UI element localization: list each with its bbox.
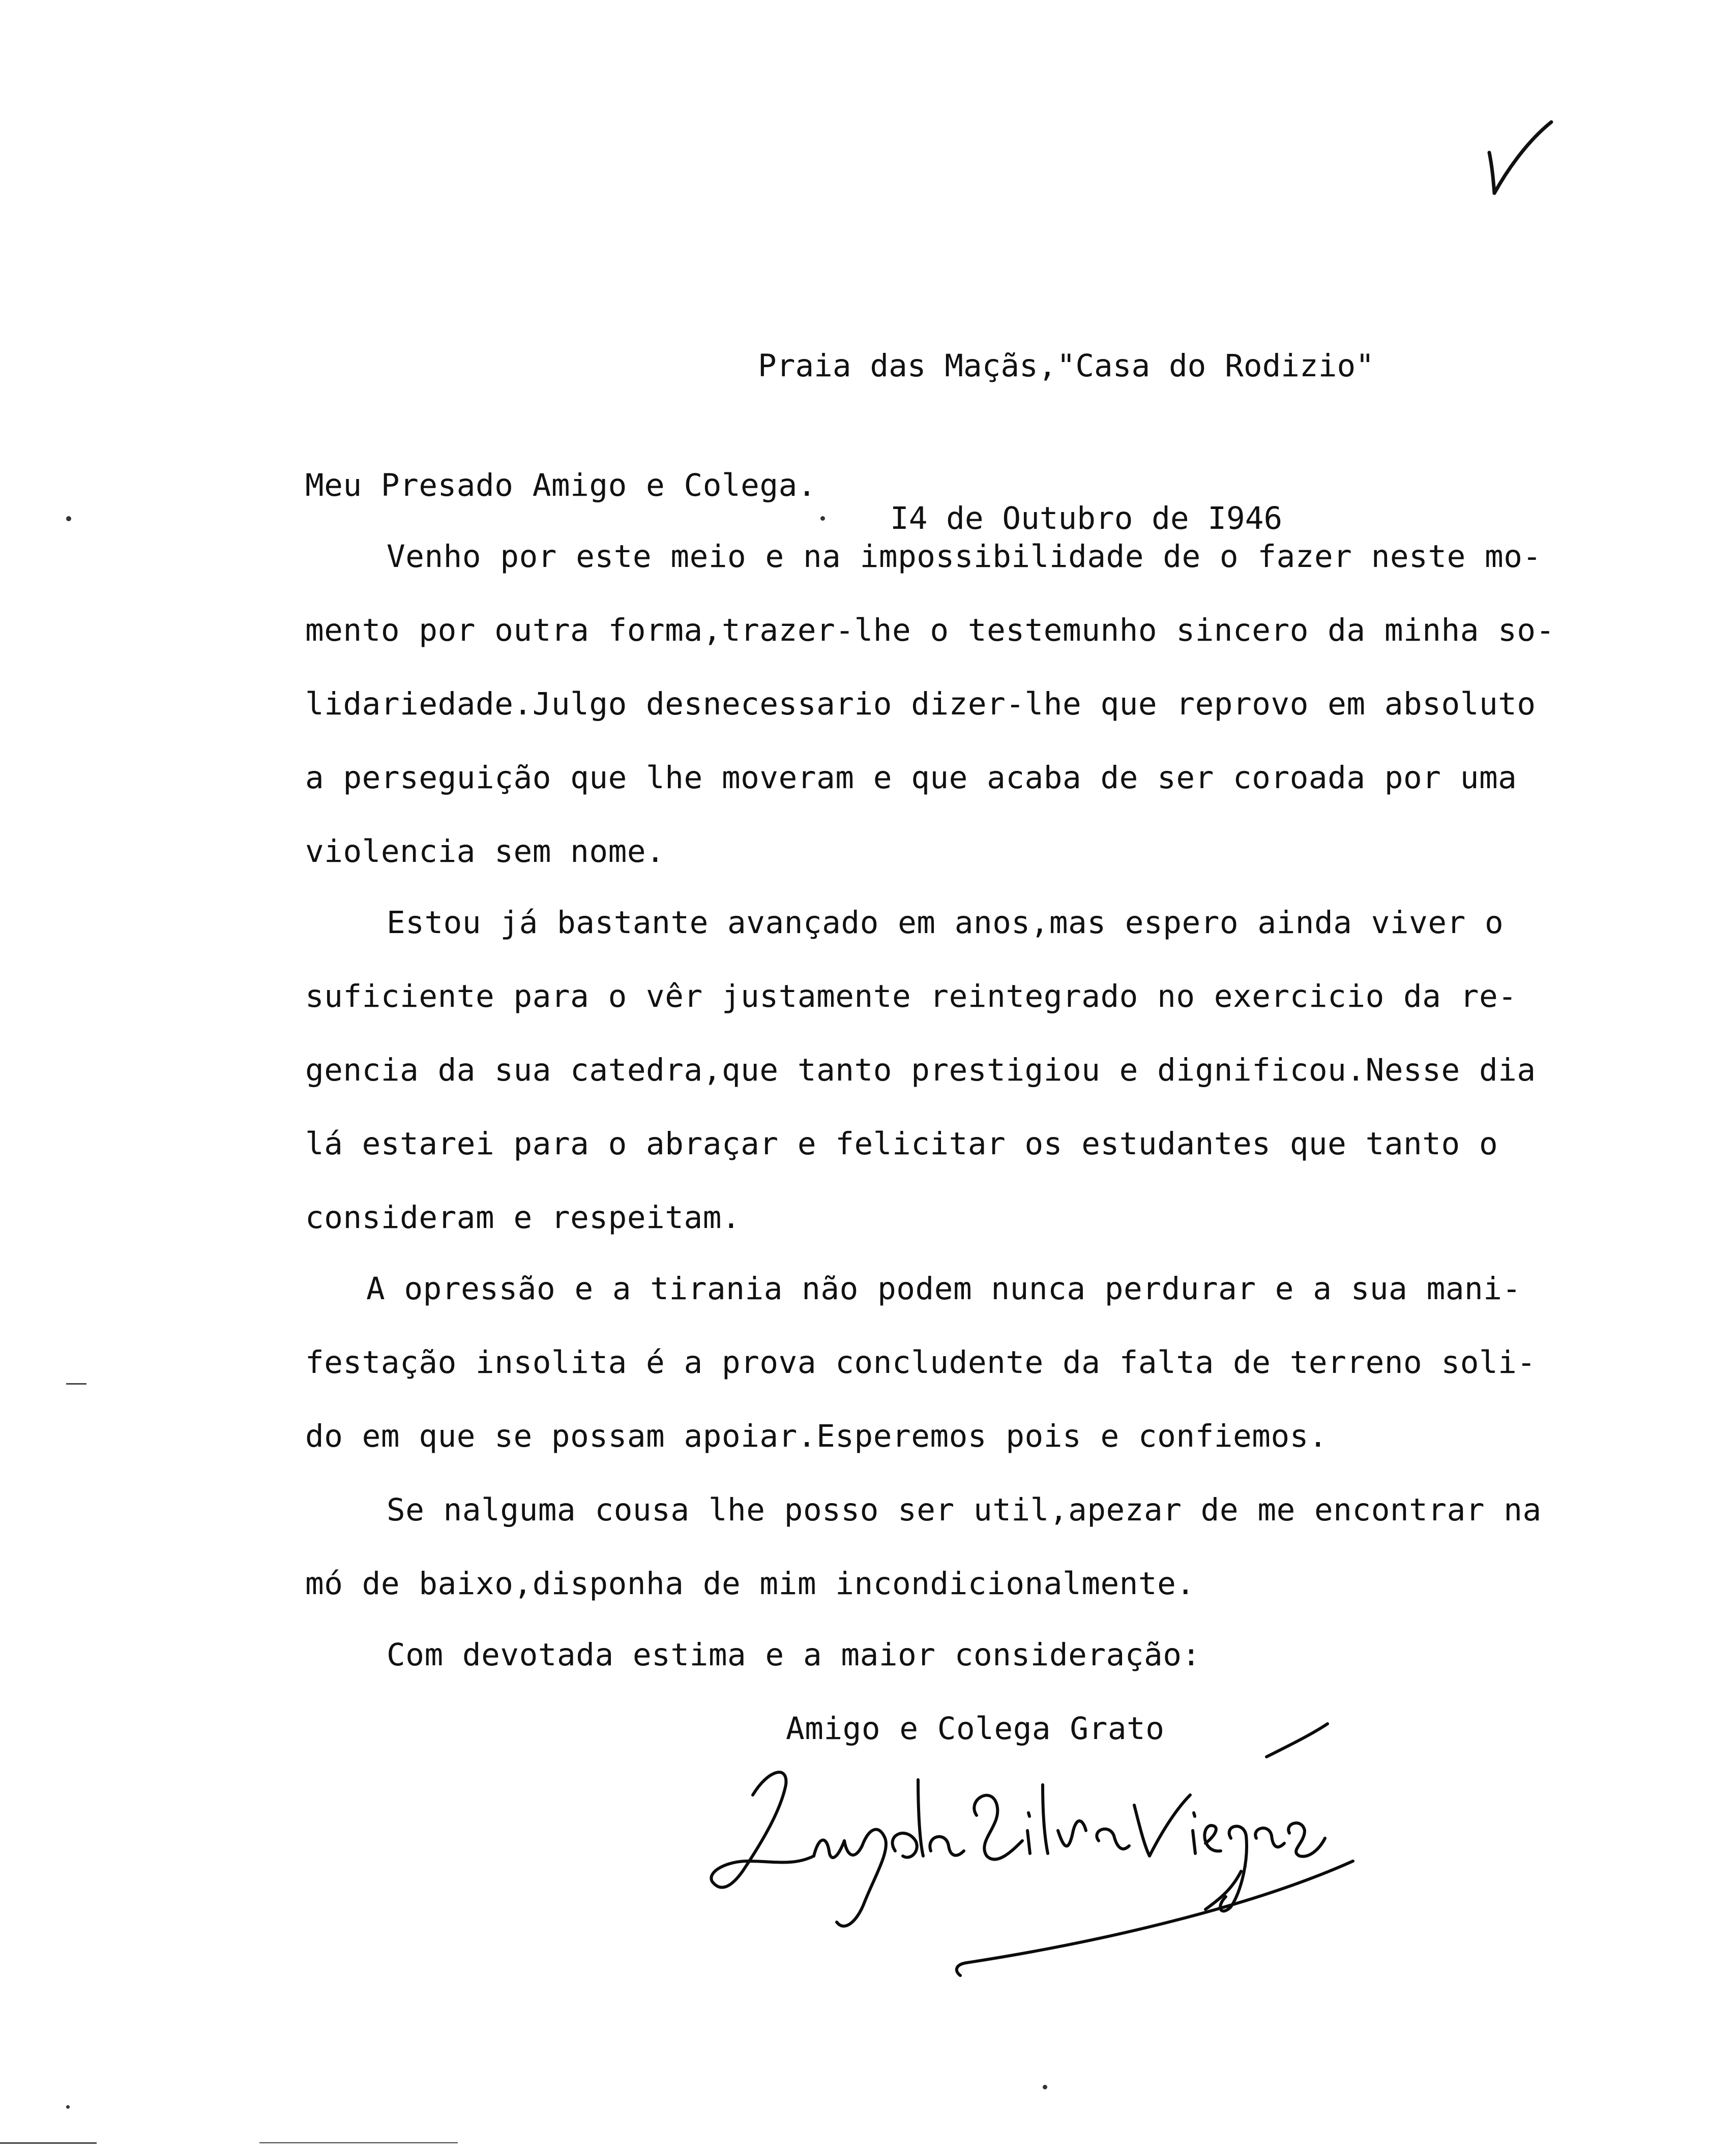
heading-date: I4 de Outubro de I946: [890, 500, 1283, 536]
paper-speck: [66, 516, 71, 521]
body-line: suficiente para o vêr justamente reintegrado no exercicio da re-: [305, 978, 1517, 1014]
handwritten-signature: [692, 1709, 1383, 1993]
body-line: lá estarei para o abraçar e felicitar os estudantes que tanto o: [305, 1126, 1498, 1162]
paper-speck: [66, 2105, 70, 2109]
body-line: festação insolita é a prova concludente da falta de terreno soli-: [305, 1344, 1536, 1381]
body-line: Estou já bastante avançado em anos,mas espero ainda viver o: [387, 905, 1504, 941]
salutation: Meu Presado Amigo e Colega.: [305, 467, 817, 503]
body-line: consideram e respeitam.: [305, 1200, 741, 1236]
body-line: Com devotada estima e a maior consideração:: [387, 1637, 1201, 1673]
letter-heading: [758, 239, 1374, 646]
closing-line: Amigo e Colega Grato: [786, 1711, 1165, 1747]
heading-place: Praia das Maçãs,"Casa do Rodizio": [758, 348, 1374, 384]
body-line: violencia sem nome.: [305, 833, 665, 870]
paper-speck: [1043, 2085, 1047, 2089]
paper-speck: [820, 516, 825, 521]
body-line: A opressão e a tirania não podem nunca perdurar e a sua mani-: [366, 1271, 1521, 1307]
check-mark-icon: [1475, 117, 1561, 203]
body-line: mó de baixo,disponha de mim incondicionalmente.: [305, 1566, 1195, 1602]
margin-mark: [66, 1383, 86, 1385]
body-line: mento por outra forma,trazer-lhe o testemunho sincero da minha so-: [305, 612, 1555, 648]
body-line: gencia da sua catedra,que tanto prestigiou e dignificou.Nesse dia: [305, 1052, 1536, 1088]
body-line: Se nalguma cousa lhe posso ser util,apezar de me encontrar na: [387, 1492, 1542, 1528]
bottom-edge-line: [0, 2142, 97, 2144]
body-line: do em que se possam apoiar.Esperemos pois e confiemos.: [305, 1418, 1328, 1454]
body-line: a perseguição que lhe moveram e que acaba de ser coroada por uma: [305, 760, 1517, 796]
body-line: Venho por este meio e na impossibilidade de o fazer neste mo-: [387, 538, 1542, 575]
bottom-edge-line: [259, 2142, 458, 2143]
body-line: lidariedade.Julgo desnecessario dizer-lhe que reprovo em absoluto: [305, 686, 1536, 722]
